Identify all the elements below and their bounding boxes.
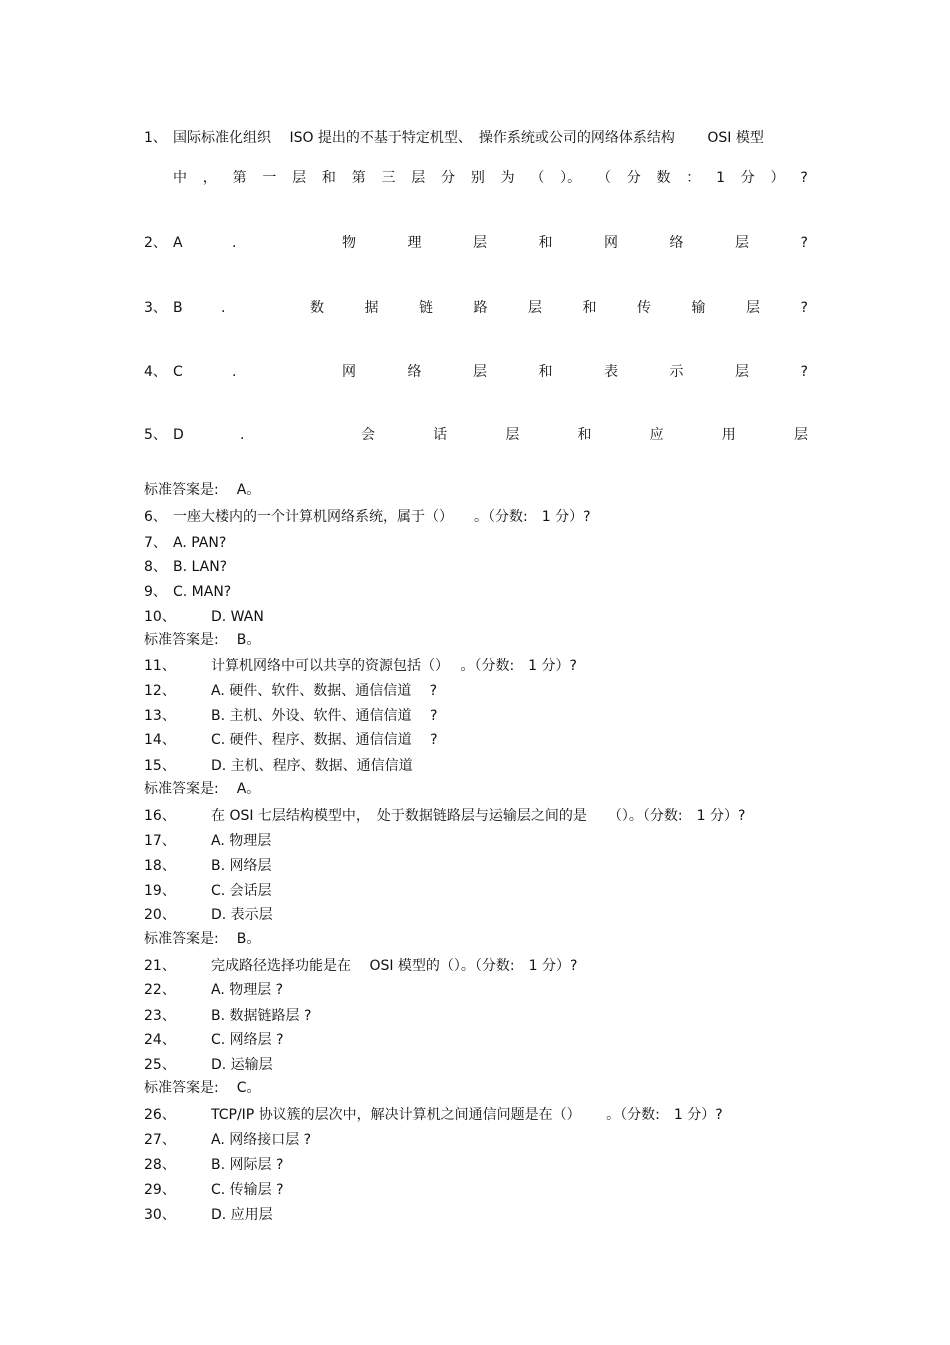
line-number: 28、 — [144, 1157, 176, 1173]
answer-value: B。 — [236, 632, 261, 648]
spread-char: 层 — [473, 235, 487, 251]
question-line — [144, 507, 591, 527]
line-number: 21、 — [144, 958, 176, 974]
spread-char: ? — [800, 235, 808, 251]
option-line — [144, 1055, 273, 1075]
spread-char: 会 — [361, 427, 375, 443]
option-dot: . — [221, 300, 226, 316]
option-dot: . — [240, 427, 245, 443]
option-letter: C — [173, 364, 183, 380]
option-number: 3、 — [144, 300, 167, 316]
line-number: 10、 — [144, 609, 176, 625]
line-text: A. 物理层 — [211, 833, 272, 849]
line-text: 一座大楼内的一个计算机网络系统，属于（） 。（分数: 1 分）? — [173, 509, 591, 525]
spread-char: 链 — [419, 300, 433, 316]
option-line — [144, 831, 272, 851]
spread-char: 层 — [735, 235, 749, 251]
option-line — [144, 1006, 312, 1026]
option-letter: A — [173, 235, 183, 251]
spread-char: 和 — [582, 300, 597, 316]
option-line — [144, 980, 284, 1000]
line-number: 23、 — [144, 1008, 176, 1024]
answer-label: 标准答案是: — [144, 931, 219, 947]
standard-answer — [144, 929, 260, 949]
option-dot: . — [232, 235, 237, 251]
line-text: C. 会话层 — [211, 883, 272, 899]
line-text: D. 主机、程序、数据、通信信道 — [211, 758, 413, 774]
spread-char: ? — [800, 300, 808, 316]
question-line — [144, 1105, 723, 1125]
line-number: 17、 — [144, 833, 176, 849]
answer-value: A。 — [236, 781, 261, 797]
line-text: A. 网络接口层 ? — [211, 1132, 312, 1148]
line-number: 7、 — [144, 535, 167, 551]
spread-char: 用 — [721, 427, 736, 443]
answer-value: B。 — [236, 931, 261, 947]
spread-char: 层 — [411, 170, 426, 186]
line-text: B. 网络层 — [211, 858, 272, 874]
line-number: 29、 — [144, 1182, 176, 1198]
spread-char: 网 — [604, 235, 618, 251]
spread-char: ， — [202, 170, 217, 186]
option-line-5 — [144, 425, 808, 445]
line-number: 12、 — [144, 683, 176, 699]
line-number: 18、 — [144, 858, 176, 874]
line-number: 13、 — [144, 708, 176, 724]
line-text: C. 硬件、程序、数据、通信信道 ? — [211, 732, 438, 748]
question-text: 国际标准化组织 ISO 提出的不基于特定机型、 操作系统或公司的网络体系结构 OSI 模型 — [173, 130, 764, 146]
option-line — [144, 881, 272, 901]
spread-char: 传 — [637, 300, 651, 316]
line-number: 16、 — [144, 808, 176, 824]
spread-char: 路 — [473, 300, 488, 316]
line-text: D. WAN — [211, 609, 264, 625]
line-text: D. 应用层 — [211, 1207, 273, 1223]
spread-char: ： — [686, 170, 701, 186]
option-line — [144, 706, 438, 726]
option-line — [144, 681, 438, 701]
spread-char: 分 — [740, 170, 755, 186]
spread-char: ? — [800, 170, 808, 186]
answer-label: 标准答案是: — [144, 781, 219, 797]
spread-char: 网 — [342, 364, 356, 380]
standard-answer — [144, 630, 260, 650]
question-1-line-a — [144, 128, 808, 148]
line-number: 26、 — [144, 1107, 176, 1123]
line-text: C. MAN? — [173, 584, 232, 600]
line-number: 15、 — [144, 758, 176, 774]
line-text: C. 网络层 ? — [211, 1032, 284, 1048]
spread-char: 物 — [342, 235, 356, 251]
line-text: D. 表示层 — [211, 907, 273, 923]
option-line — [144, 1130, 312, 1150]
spread-char: 层 — [505, 427, 520, 443]
standard-answer — [144, 779, 260, 799]
spread-char: 示 — [669, 364, 684, 380]
spread-char: ? — [800, 364, 808, 380]
spread-char: 层 — [292, 170, 307, 186]
question-line — [144, 806, 746, 826]
line-text: 计算机网络中可以共享的资源包括（） 。（分数: 1 分）? — [211, 658, 577, 674]
line-number: 6、 — [144, 509, 167, 525]
option-line — [144, 1030, 284, 1050]
line-text: B. 网际层 ? — [211, 1157, 284, 1173]
question-number: 1、 — [144, 130, 167, 146]
spread-char: 输 — [691, 300, 706, 316]
option-line — [144, 607, 264, 627]
spread-char: 数 — [310, 300, 324, 316]
spread-char: 据 — [364, 300, 379, 316]
line-text: C. 传输层 ? — [211, 1182, 284, 1198]
answer-value: C。 — [236, 1080, 261, 1096]
option-line — [144, 756, 413, 776]
spread-char: 三 — [381, 170, 396, 186]
option-line — [144, 905, 273, 925]
line-text: A. 硬件、软件、数据、通信信道 ? — [211, 683, 438, 699]
line-number: 24、 — [144, 1032, 176, 1048]
spread-char: 和 — [321, 170, 336, 186]
line-text: A. 物理层 ? — [211, 982, 284, 998]
spread-char: 别 — [470, 170, 485, 186]
spread-char: 层 — [746, 300, 760, 316]
option-letter: D — [173, 427, 184, 443]
spread-char: 层 — [735, 364, 749, 380]
option-line-4 — [144, 362, 808, 382]
question-1-line-b — [144, 168, 808, 188]
option-line-3 — [144, 298, 808, 318]
option-line — [144, 1180, 284, 1200]
spread-char: 中 — [173, 170, 187, 186]
spread-char: 理 — [407, 235, 422, 251]
answer-label: 标准答案是: — [144, 1080, 219, 1096]
line-number: 20、 — [144, 907, 176, 923]
spread-char: ）。 — [560, 170, 582, 186]
line-text: TCP/IP 协议簇的层次中，解决计算机之间通信问题是在（） 。（分数: 1 分）? — [211, 1107, 723, 1123]
option-number: 5、 — [144, 427, 167, 443]
spread-char: 应 — [649, 427, 664, 443]
option-line — [144, 856, 272, 876]
spread-char: 一 — [262, 170, 277, 186]
spread-char: 层 — [793, 427, 808, 443]
line-text: B. 数据链路层 ? — [211, 1008, 312, 1024]
option-line — [144, 1155, 284, 1175]
option-line — [144, 557, 228, 577]
spread-char: 为 — [500, 170, 515, 186]
line-number: 30、 — [144, 1207, 176, 1223]
option-text-spread — [361, 425, 808, 445]
spread-char: 分 — [441, 170, 456, 186]
line-text: A. PAN? — [173, 535, 227, 551]
option-line-2 — [144, 233, 808, 253]
spread-char: 和 — [538, 364, 553, 380]
spread-char: 话 — [433, 427, 448, 443]
option-line — [144, 582, 232, 602]
spread-char: 和 — [577, 427, 592, 443]
question-text-spread — [173, 168, 808, 188]
spread-char: （ — [530, 170, 545, 186]
line-number: 11、 — [144, 658, 176, 674]
option-number: 4、 — [144, 364, 167, 380]
option-number: 2、 — [144, 235, 167, 251]
standard-answer — [144, 1078, 261, 1098]
option-text-spread — [342, 362, 808, 382]
line-number: 14、 — [144, 732, 176, 748]
spread-char: 层 — [473, 364, 487, 380]
option-line — [144, 730, 438, 750]
spread-char: 和 — [538, 235, 553, 251]
spread-char: 络 — [407, 364, 422, 380]
line-number: 22、 — [144, 982, 176, 998]
question-line — [144, 956, 578, 976]
option-line — [144, 1205, 273, 1225]
spread-char: 第 — [232, 170, 247, 186]
spread-char: 络 — [669, 235, 684, 251]
line-text: 在 OSI 七层结构模型中， 处于数据链路层与运输层之间的是 （）。（分数: 1 分）? — [211, 808, 746, 824]
spread-char: ） — [770, 170, 785, 186]
spread-char: 层 — [528, 300, 542, 316]
spread-char: （ — [596, 170, 611, 186]
question-line — [144, 656, 577, 676]
line-number: 25、 — [144, 1057, 176, 1073]
line-number: 8、 — [144, 559, 167, 575]
line-text: B. LAN? — [173, 559, 228, 575]
answer-value: A。 — [236, 482, 261, 498]
line-text: 完成路径选择功能是在 OSI 模型的（）。（分数: 1 分）? — [211, 958, 578, 974]
line-text: D. 运输层 — [211, 1057, 273, 1073]
option-letter: B — [173, 300, 183, 316]
line-number: 19、 — [144, 883, 176, 899]
standard-answer — [144, 480, 260, 500]
option-dot: . — [232, 364, 237, 380]
option-text-spread — [310, 298, 808, 318]
spread-char: 1 — [716, 170, 725, 186]
spread-char: 第 — [351, 170, 366, 186]
option-line — [144, 533, 227, 553]
spread-char: 表 — [604, 364, 618, 380]
line-number: 9、 — [144, 584, 167, 600]
line-text: B. 主机、外设、软件、通信信道 ? — [211, 708, 438, 724]
spread-char: 分 — [626, 170, 641, 186]
spread-char: 数 — [656, 170, 671, 186]
answer-label: 标准答案是: — [144, 632, 219, 648]
line-number: 27、 — [144, 1132, 176, 1148]
answer-label: 标准答案是: — [144, 482, 219, 498]
option-text-spread — [342, 233, 808, 253]
